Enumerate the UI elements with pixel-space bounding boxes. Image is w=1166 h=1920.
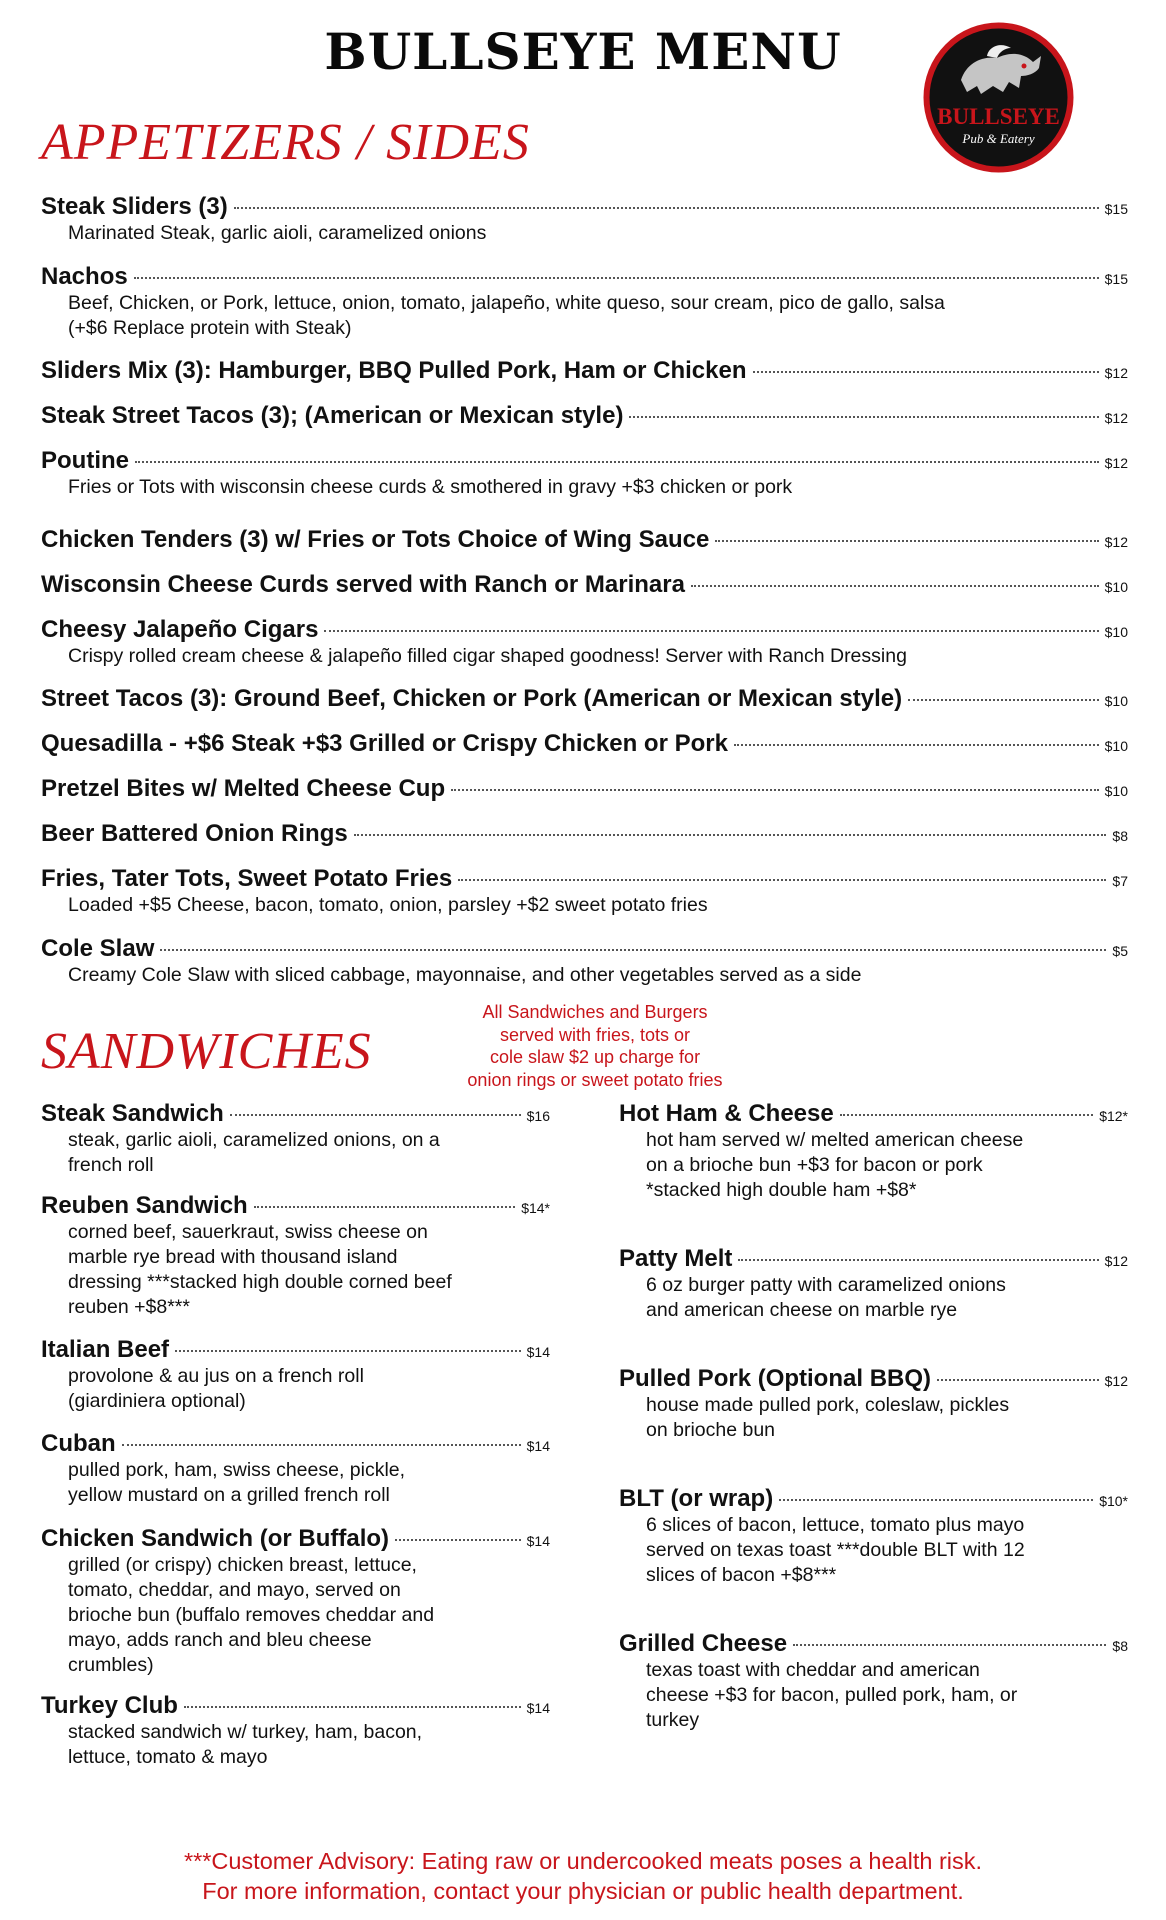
advisory-line: ***Customer Advisory: Eating raw or undercooked meats poses a health risk. (183, 1848, 983, 1874)
item-description: Fries or Tots with wisconsin cheese curds & smothered in gravy +$3 chicken or pork (68, 476, 793, 498)
menu-item-row (619, 1365, 1128, 1393)
menu-item (41, 820, 1128, 848)
item-price: $15 (1104, 271, 1128, 287)
item-price: $14 (526, 1700, 550, 1716)
menu-item-row (41, 1336, 550, 1364)
dot-leader (451, 789, 1099, 791)
menu-item-row (619, 1630, 1128, 1658)
menu-item-row (41, 571, 1128, 599)
item-price: $14 (526, 1533, 550, 1549)
item-description: grilled (or crispy) chicken breast, lettuce, (68, 1554, 417, 1576)
dot-leader (458, 879, 1106, 881)
item-name: Grilled Cheese (619, 1630, 788, 1657)
item-price: $12 (1104, 410, 1128, 426)
item-description: corned beef, sauerkraut, swiss cheese on (68, 1221, 428, 1243)
item-price: $12 (1104, 534, 1128, 550)
item-price: $10 (1104, 738, 1128, 754)
dot-leader (395, 1539, 521, 1541)
menu-item-row (41, 1525, 550, 1553)
item-price: $12 (1104, 1373, 1128, 1389)
item-description: house made pulled pork, coleslaw, pickles (646, 1394, 1010, 1416)
dot-leader (629, 416, 1098, 418)
menu-item-row (41, 865, 1128, 893)
item-description: served on texas toast ***double BLT with 12 (646, 1539, 1025, 1561)
menu-item (41, 730, 1128, 758)
menu-item (41, 571, 1128, 599)
item-name: Fries, Tater Tots, Sweet Potato Fries (41, 865, 453, 892)
menu-item (41, 357, 1128, 385)
item-name: Street Tacos (3): Ground Beef, Chicken or Pork (American or Mexican style) (41, 685, 903, 712)
item-description: Loaded +$5 Cheese, bacon, tomato, onion, parsley +$2 sweet potato fries (68, 894, 708, 916)
menu-title: BULLSEYE MENU (324, 22, 842, 81)
menu-item-row (619, 1485, 1128, 1513)
item-description: mayo, adds ranch and bleu cheese (68, 1629, 372, 1651)
menu-item-row (41, 526, 1128, 554)
menu-item (41, 1692, 550, 1770)
menu-item-row (41, 935, 1128, 963)
dot-leader (793, 1644, 1106, 1646)
menu-item (41, 935, 1128, 988)
menu-item-row (41, 1430, 550, 1458)
menu-item-row (619, 1100, 1128, 1128)
item-name: Pretzel Bites w/ Melted Cheese Cup (41, 775, 446, 802)
item-name: Steak Street Tacos (3); (American or Mexican style) (41, 402, 624, 429)
menu-item (41, 447, 1128, 500)
item-description: reuben +$8*** (68, 1296, 190, 1318)
item-description: hot ham served w/ melted american cheese (646, 1129, 1024, 1151)
item-name: Cole Slaw (41, 935, 155, 962)
item-name: Beer Battered Onion Rings (41, 820, 348, 847)
item-price: $10* (1099, 1493, 1128, 1509)
item-price: $8 (1112, 1638, 1128, 1654)
item-name: Turkey Club (41, 1692, 178, 1719)
menu-item-row (41, 775, 1128, 803)
item-description: crumbles) (68, 1654, 154, 1676)
menu-item-row (41, 357, 1128, 385)
item-price: $12 (1104, 1253, 1128, 1269)
item-price: $15 (1104, 201, 1128, 217)
menu-item (41, 193, 1128, 246)
item-description: (giardiniera optional) (68, 1390, 246, 1412)
item-name: Quesadilla - +$6 Steak +$3 Grilled or Crispy Chicken or Pork (41, 730, 728, 757)
dot-leader (175, 1350, 521, 1352)
menu-item (41, 526, 1128, 554)
item-description: stacked sandwich w/ turkey, ham, bacon, (68, 1721, 423, 1743)
item-name: Sliders Mix (3): Hamburger, BBQ Pulled Pork, Ham or Chicken (41, 357, 747, 384)
note-line: served with fries, tots or (499, 1024, 691, 1045)
item-name: Cuban (41, 1430, 116, 1457)
bullseye-logo (923, 22, 1074, 173)
menu-item (41, 775, 1128, 803)
item-name: Patty Melt (619, 1245, 733, 1272)
item-name: Chicken Sandwich (or Buffalo) (41, 1525, 390, 1552)
item-name: Italian Beef (41, 1336, 170, 1363)
item-description: Marinated Steak, garlic aioli, caramelized onions (68, 222, 487, 244)
menu-item (619, 1365, 1128, 1443)
menu-item (619, 1100, 1128, 1203)
item-description: Crispy rolled cream cheese & jalapeño filled cigar shaped goodness! Server with Ranch Dressing (68, 645, 907, 667)
menu-item-row (41, 1100, 550, 1128)
menu-item-row (41, 1692, 550, 1720)
menu-item-row (41, 616, 1128, 644)
item-description: 6 oz burger patty with caramelized onions (646, 1274, 1006, 1296)
menu-item-row (41, 820, 1128, 848)
menu-item (41, 1192, 550, 1320)
item-description: and american cheese on marble rye (646, 1299, 958, 1321)
dot-leader (135, 461, 1099, 463)
menu-item-row (41, 685, 1128, 713)
item-name: Nachos (41, 263, 128, 290)
item-description: cheese +$3 for bacon, pulled pork, ham, or (646, 1684, 1018, 1706)
dot-leader (354, 834, 1107, 836)
customer-advisory (0, 1846, 1166, 1906)
item-price: $10 (1104, 579, 1128, 595)
item-price: $10 (1104, 783, 1128, 799)
appetizers-heading: APPETIZERS / SIDES (41, 114, 530, 171)
menu-item-row (41, 193, 1128, 221)
dot-leader (738, 1259, 1098, 1261)
item-price: $12 (1104, 365, 1128, 381)
menu-item (41, 263, 1128, 341)
item-price: $14 (526, 1438, 550, 1454)
item-description: steak, garlic aioli, caramelized onions, on a (68, 1129, 440, 1151)
advisory-line: For more information, contact your physician or public health department. (202, 1878, 964, 1904)
item-description: on a brioche bun +$3 for bacon or pork (646, 1154, 983, 1176)
item-description: Beef, Chicken, or Pork, lettuce, onion, tomato, jalapeño, white queso, sour cream, pico de gallo, salsa (68, 292, 945, 314)
item-description: brioche bun (buffalo removes cheddar and (68, 1604, 435, 1626)
dot-leader (715, 540, 1098, 542)
dot-leader (734, 744, 1099, 746)
item-description: turkey (646, 1709, 700, 1731)
menu-item-row (619, 1245, 1128, 1273)
note-line: onion rings or sweet potato fries (467, 1069, 723, 1090)
item-name: Steak Sandwich (41, 1100, 224, 1127)
menu-item (619, 1485, 1128, 1588)
item-name: Chicken Tenders (3) w/ Fries or Tots Choice of Wing Sauce (41, 526, 710, 553)
menu-item (41, 865, 1128, 918)
item-description: provolone & au jus on a french roll (68, 1365, 364, 1387)
menu-item (41, 1100, 550, 1178)
dot-leader (122, 1444, 521, 1446)
item-description: slices of bacon +$8*** (646, 1564, 837, 1586)
logo-tagline: Pub & Eatery (962, 131, 1035, 146)
menu-item (41, 616, 1128, 669)
menu-item (41, 1430, 550, 1508)
dot-leader (160, 949, 1106, 951)
item-name: Pulled Pork (Optional BBQ) (619, 1365, 932, 1392)
dot-leader (840, 1114, 1093, 1116)
menu-item (41, 1525, 550, 1678)
item-name: Hot Ham & Cheese (619, 1100, 834, 1127)
item-description: Creamy Cole Slaw with sliced cabbage, mayonnaise, and other vegetables served as a side (68, 964, 862, 986)
menu-item (619, 1245, 1128, 1323)
dot-leader (134, 277, 1099, 279)
item-name: Poutine (41, 447, 129, 474)
item-description: dressing ***stacked high double corned beef (68, 1271, 452, 1293)
item-description: lettuce, tomato & mayo (68, 1746, 268, 1768)
menu-item-row (41, 402, 1128, 430)
item-price: $10 (1104, 624, 1128, 640)
note-line: cole slaw $2 up charge for (489, 1047, 701, 1067)
dot-leader (908, 699, 1099, 701)
item-price: $14 (526, 1344, 550, 1360)
item-price: $10 (1104, 693, 1128, 709)
item-description: pulled pork, ham, swiss cheese, pickle, (68, 1459, 406, 1481)
dot-leader (937, 1379, 1099, 1381)
item-description: on brioche bun (646, 1419, 776, 1441)
item-price: $8 (1112, 828, 1128, 844)
item-name: Cheesy Jalapeño Cigars (41, 616, 319, 643)
item-price: $5 (1112, 943, 1128, 959)
item-description: *stacked high double ham +$8* (646, 1179, 917, 1201)
dot-leader (691, 585, 1099, 587)
menu-item (41, 1336, 550, 1414)
item-price: $12* (1099, 1108, 1128, 1124)
logo-name: BULLSEYE (937, 104, 1060, 129)
dot-leader (324, 630, 1098, 632)
item-name: Steak Sliders (3) (41, 193, 228, 220)
dot-leader (234, 207, 1099, 209)
menu-item-row (41, 447, 1128, 475)
menu-item (41, 402, 1128, 430)
menu-item-row (41, 730, 1128, 758)
item-price: $7 (1112, 873, 1128, 889)
item-description: yellow mustard on a grilled french roll (68, 1484, 390, 1506)
item-description: tomato, cheddar, and mayo, served on (68, 1579, 401, 1601)
menu-item (619, 1630, 1128, 1733)
item-description: marble rye bread with thousand island (68, 1246, 398, 1268)
dot-leader (230, 1114, 521, 1116)
item-description: 6 slices of bacon, lettuce, tomato plus mayo (646, 1514, 1025, 1536)
item-price: $14* (521, 1200, 550, 1216)
item-name: Wisconsin Cheese Curds served with Ranch or Marinara (41, 571, 685, 598)
menu-item-row (41, 1192, 550, 1220)
dot-leader (184, 1706, 521, 1708)
dot-leader (779, 1499, 1093, 1501)
item-description: texas toast with cheddar and american (646, 1659, 980, 1681)
item-price: $12 (1104, 455, 1128, 471)
note-line: All Sandwiches and Burgers (482, 1002, 708, 1022)
item-description: french roll (68, 1154, 154, 1176)
item-description: (+$6 Replace protein with Steak) (68, 317, 352, 339)
dot-leader (254, 1206, 515, 1208)
dot-leader (753, 371, 1099, 373)
menu-item (41, 685, 1128, 713)
sandwiches-heading: SANDWICHES (41, 1023, 372, 1080)
menu-item-row (41, 263, 1128, 291)
item-name: BLT (or wrap) (619, 1485, 774, 1512)
item-name: Reuben Sandwich (41, 1192, 248, 1219)
sandwiches-note (400, 1001, 790, 1091)
item-price: $16 (526, 1108, 550, 1124)
